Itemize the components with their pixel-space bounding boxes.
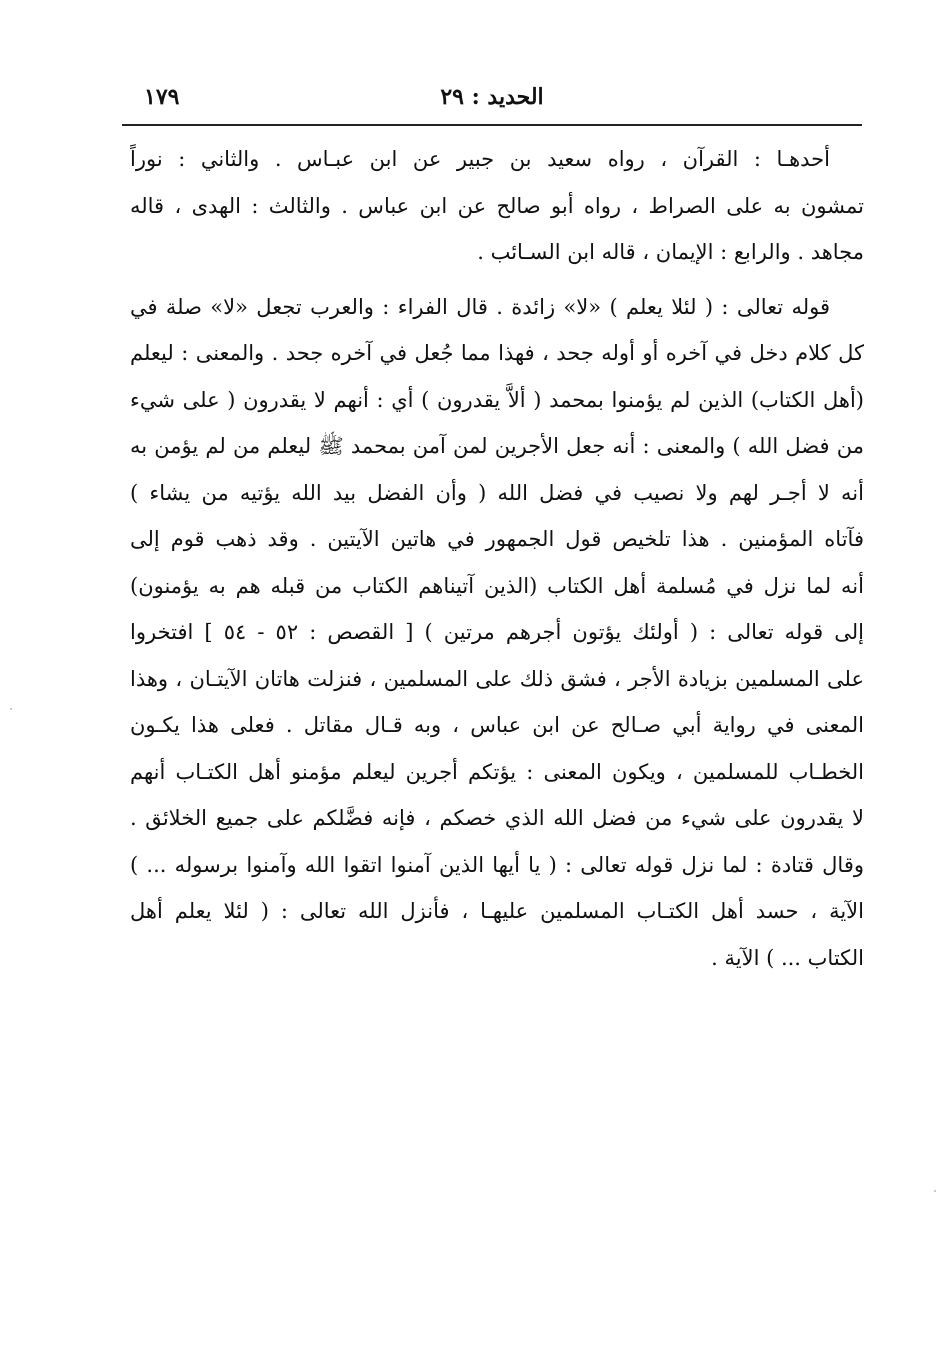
text-line: الكتاب ... ) الآية . bbox=[711, 945, 864, 970]
text-line: الآية ، حسد أهل الكتـاب المسلمين عليهـا ، فأنزل الله تعالى : ( لئلا يعلم أهل bbox=[130, 899, 864, 923]
scan-speck bbox=[934, 1190, 936, 1192]
text-line: فآتاه المؤمنين . هذا تلخيص قول الجمهور في هاتين الآيتين . وقد ذهب قوم إلى bbox=[130, 527, 864, 551]
text-line: (أهل الكتاب) الذين لم يؤمنوا بمحمد ( ألاَّ يقدرون ) أي : أنهم لا يقدرون ( على شيء bbox=[130, 387, 864, 412]
text-line: على المسلمين بزيادة الأجر ، فشق ذلك على المسلمين ، فنزلت هاتان الآيتـان ، وهذا bbox=[130, 666, 864, 691]
paragraph-1 bbox=[130, 136, 864, 276]
text-line: من فضل الله ) والمعنى : أنه جعل الأجرين لمن آمن بمحمد ﷺ ليعلم من لم يؤمن به bbox=[130, 434, 864, 458]
page-header bbox=[122, 84, 862, 118]
text-line: لا يقدرون على شيء من فضل الله الذي خصكم ، فإنه فضَّلكم على جميع الخلائق . bbox=[130, 806, 864, 830]
text-line: تمشون به على الصراط ، رواه أبو صالح عن ابن عباس . والثالث : الهدى ، قاله bbox=[130, 193, 864, 218]
text-line: قوله تعالى : ( لئلا يعلم ) «لا» زائدة . قال الفراء : والعرب تجعل «لا» صلة في bbox=[130, 294, 830, 319]
text-line: مجاهد . والرابع : الإيمان ، قاله ابن السـائب . bbox=[477, 240, 864, 264]
page-number: ١٧٩ bbox=[144, 84, 180, 110]
text-line: المعنى في رواية أبي صـالح عن ابن عباس ، وبه قـال مقاتل . فعلى هذا يكـون bbox=[130, 713, 864, 737]
text-line: أنه لما نزل في مُسلمة أهل الكتاب (الذين آتيناهم الكتاب من قبله هم به يؤمنون) bbox=[130, 573, 864, 598]
running-head: الحديد : ٢٩ bbox=[440, 84, 544, 110]
page-body bbox=[130, 136, 864, 981]
text-line: كل كلام دخل في آخره أو أوله جحد ، فهذا مما جُعل في آخره جحد . والمعنى : ليعلم bbox=[130, 341, 864, 365]
scan-speck bbox=[10, 708, 12, 710]
header-rule bbox=[122, 124, 862, 126]
text-line: إلى قوله تعالى : ( أولئك يؤتون أجرهم مرتين ) [ القصص : ٥٢ - ٥٤ ] افتخروا bbox=[130, 620, 864, 644]
text-line: الخطـاب للمسلمين ، ويكون المعنى : يؤتكم أجرين ليعلم مؤمنو أهل الكتـاب أنهم bbox=[130, 759, 864, 784]
text-line: أنه لا أجـر لهم ولا نصيب في فضل الله ( وأن الفضل بيد الله يؤتيه من يشاء ) bbox=[130, 480, 864, 505]
text-line: وقال قتادة : لما نزل قوله تعالى : ( يا أيها الذين آمنوا اتقوا الله وآمنوا برسوله ... ) bbox=[130, 852, 864, 877]
text-line: أحدهـا : القرآن ، رواه سعيد بن جبير عن ابن عبـاس . والثاني : نوراً bbox=[130, 147, 830, 171]
paragraph-2 bbox=[130, 284, 864, 982]
